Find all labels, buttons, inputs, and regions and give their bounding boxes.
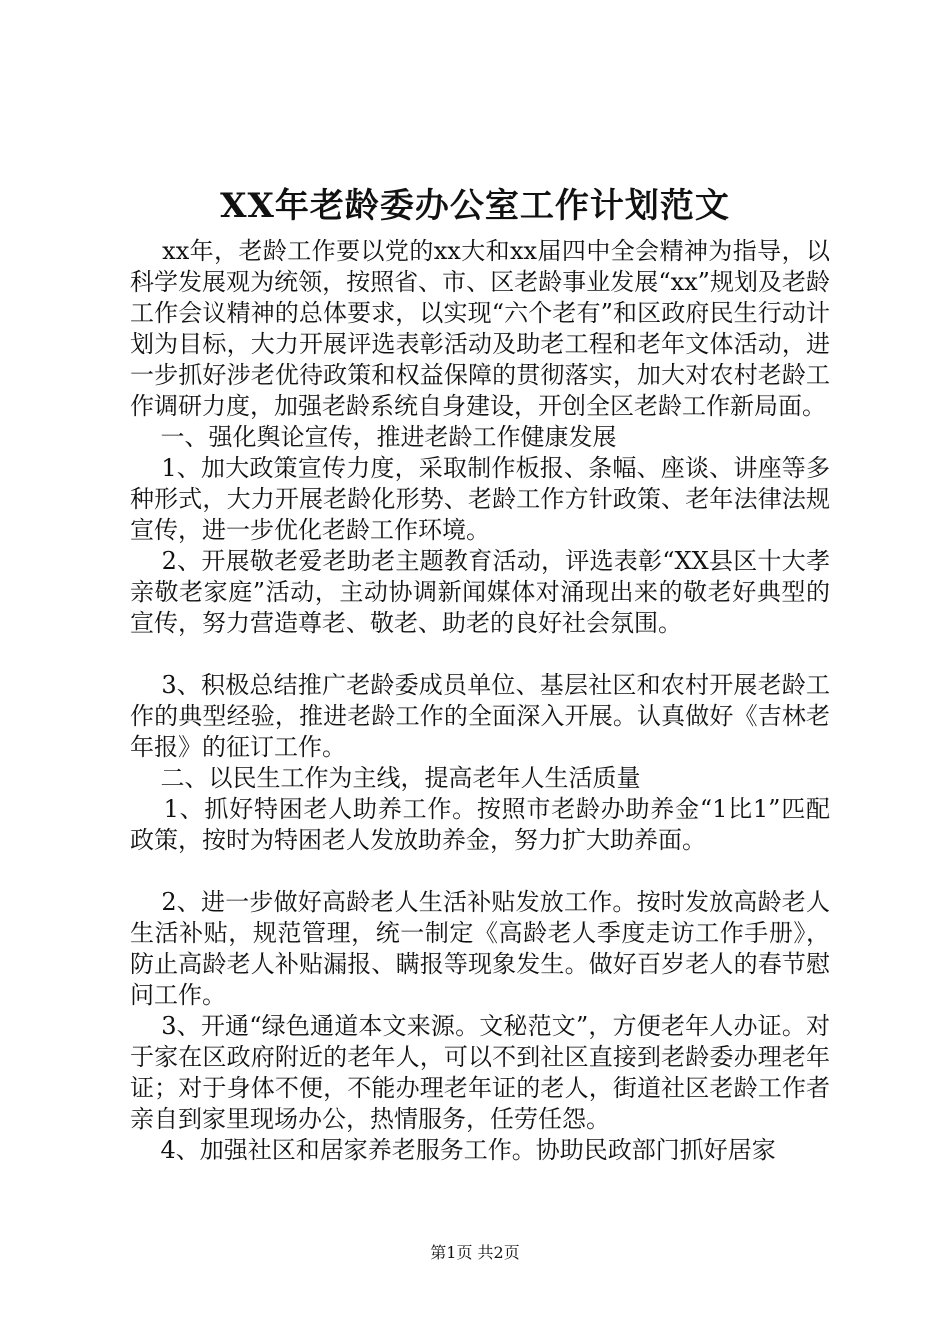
page-title: XX年老龄委办公室工作计划范文 xyxy=(220,186,730,226)
intro-paragraph: xx年，老龄工作要以党的xx大和xx届四中全会精神为指导，以科学发展观为统领，按照省、市、区老龄事业发展“xx”规划及老龄工作会议精神的总体要求，以实现“六个老有”和区政府民生行动计划为目标，大力开展评选表彰活动及助老工程和老年文体活动，进一步抓好涉老优待政策和权益保障的贯彻落实，加大对农村老龄工作调研力度，加强老龄系统自身建设，开创全区老龄工作新局面。 xyxy=(130,237,830,420)
paragraph: 1、抓好特困老人助养工作。按照市老龄办助养金“1比1”匹配政策，按时为特困老人发放助养金，努力扩大助养面。 xyxy=(130,795,830,854)
paragraph: 3、积极总结推广老龄委成员单位、基层社区和农村开展老龄工作的典型经验，推进老龄工作的全面深入开展。认真做好《吉林老年报》的征订工作。 xyxy=(130,671,830,761)
paragraph: 2、开展敬老爱老助老主题教育活动，评选表彰“XX县区十大孝亲敬老家庭”活动，主动协调新闻媒体对涌现出来的敬老好典型的宣传，努力营造尊老、敬老、助老的良好社会氛围。 xyxy=(130,547,831,637)
paragraph: 1、加大政策宣传力度，采取制作板报、条幅、座谈、讲座等多种形式，大力开展老龄化形势、老龄工作方针政策、老年法律法规宣传，进一步优化老龄工作环境。 xyxy=(130,454,830,544)
paragraph-spacer xyxy=(130,639,830,670)
paragraph: 2、进一步做好高龄老人生活补贴发放工作。按时发放高龄老人生活补贴，规范管理，统一制定《高龄老人季度走访工作手册》，防止高龄老人补贴漏报、瞒报等现象发生。做好百岁老人的春节慰问工作。 xyxy=(130,888,830,1009)
paragraph-spacer xyxy=(130,856,830,887)
paragraph: 3、开通“绿色通道本文来源。文秘范文”，方便老年人办证。对于家在区政府附近的老年人，可以不到社区直接到老龄委办理老年证；对于身体不便，不能办理老年证的老人，街道社区老龄工作者亲自到家里现场办公，热情服务，任劳任怨。 xyxy=(130,1012,831,1133)
section-heading: 二、以民生工作为主线，提高老年人生活质量 xyxy=(130,764,641,792)
paragraph: 4、加强社区和居家养老服务工作。协助民政部门抓好居家 xyxy=(130,1136,776,1164)
page-footer: 第1页 共2页 xyxy=(430,1243,520,1262)
document-body xyxy=(130,236,830,1166)
section-heading: 一、强化舆论宣传，推进老龄工作健康发展 xyxy=(130,423,617,451)
